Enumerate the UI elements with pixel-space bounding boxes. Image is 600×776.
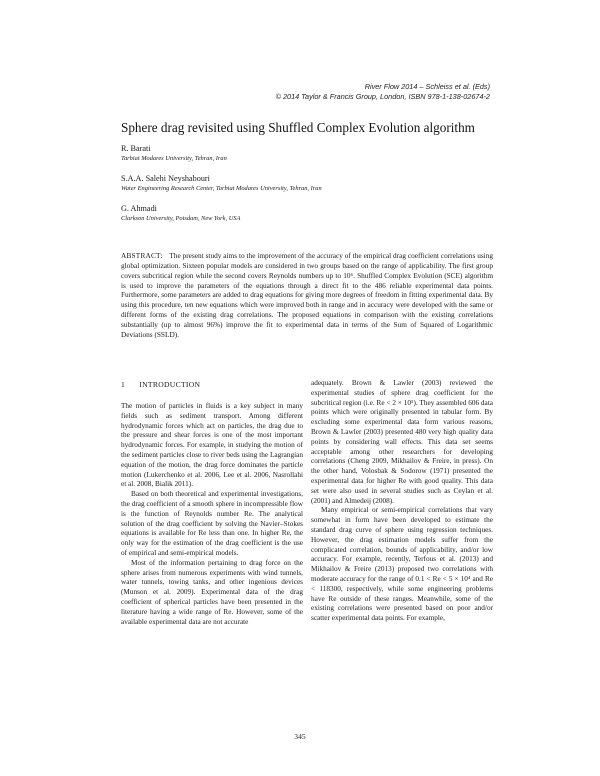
page-number: 345	[294, 732, 306, 741]
author-name: S.A.A. Salehi Neyshabouri	[121, 174, 210, 183]
author-name: G. Ahmadi	[121, 204, 157, 213]
author-block	[121, 143, 501, 163]
left-column	[121, 402, 303, 627]
paragraph: Many empirical or semi-empirical correlations that vary somewhat in form have been developed to estimate the standard drag curve of sphere using regression techniques. However, the drag estimation models suffer from the complicated correlation, bounds of applicability, and/or low accuracy. For example, recently, Terfous et al. (2013) and Mikhailov & Freire (2013) proposed two correlations with moderate accuracy for the range of 0.1 < Re < 5 × 10⁴ and Re < 118300, respectively, while some engineering problems have Re outside of these ranges. Meanwhile, some of the existing correlations were presented based on poor and/or scatter experimental data points. For example,	[311, 506, 493, 623]
section-title: INTRODUCTION	[139, 380, 201, 389]
abstract	[121, 251, 493, 340]
paragraph: adequately. Brown & Lawler (2003) reviewed the experimental studies of sphere drag coefficient for the subcritical region (i.e. Re < 2 × 10⁵). They assembled 606 data points which were originally presented in tabular form. By excluding some experimental data form various reasons, Brown & Lawler (2003) presented 480 very high quality data points by considering wall effects. This data set seems acceptable among other researchers for developing correlations (Cheng 2009, Mikhailov & Freire, in press). On the other hand, Volosbak & Sodorow (1971) presented the experimental data for higher Re with good quality. This data set were also used in several studies such as Ceylan et al. (2001) and Almedeij (2008).	[311, 379, 493, 505]
paragraph: The motion of particles in fluids is a key subject in many fields such as sediment transport. Among different hydrodynamic forces which act on particles, the drag due to the pressure and shear forces is one of the most important hydrodynamic forces. For example, in studying the motion of the sediment particles close to river beds using the Lagrangian equation of the motion, the drag force dominates the particle motion (Lukerchenko et al. 2006, Lee et al. 2006, Nasrollahi et al. 2008, Bialik 2011).	[121, 402, 303, 489]
author-list	[121, 143, 501, 233]
right-column	[311, 379, 493, 624]
author-block	[121, 173, 501, 193]
author-affiliation: Clarkson University, Potsdam, New York, USA	[121, 215, 241, 222]
author-affiliation: Tarbiat Modares University, Tehran, Iran	[121, 155, 227, 162]
header-copyright-line: © 2014 Taylor & Francis Group, London, ISBN 978-1-138-02674-2	[275, 92, 490, 101]
header-proceedings-line: River Flow 2014 – Schleiss et al. (Eds)	[364, 82, 490, 91]
abstract-label: ABSTRACT:	[121, 251, 163, 260]
author-name: R. Barati	[121, 144, 151, 153]
paragraph: Based on both theoretical and experimental investigations, the drag coefficient of a smooth sphere in incompressible flow is the function of Reynolds number Re. The analytical solution of the drag coefficient by solving the Navier–Stokes equations is available for Re less than one. In higher Re, the only way for the estimation of the drag coefficient is the use of empirical and semi-empirical models.	[121, 490, 303, 557]
paper-title: Sphere drag revisited using Shuffled Complex Evolution algorithm	[121, 120, 475, 135]
author-affiliation: Water Engineering Research Center, Tarbiat Modares University, Tehran, Iran	[121, 185, 322, 192]
section-number: 1	[121, 380, 126, 389]
section-heading	[121, 380, 200, 390]
paragraph: Most of the information pertaining to drag force on the sphere arises from numerous experiments with wind tunnels, water tunnels, towing tanks, and other ingenious devices (Munson et al. 2009). Experimental data of the drag coefficient of spherical particles have been presented in the literature having a wide range of Re. However, some of the available experimental data are not accurate	[121, 558, 303, 626]
publication-header	[276, 82, 490, 102]
author-block	[121, 203, 501, 223]
abstract-text: The present study aims to the improvement of the accuracy of the empirical drag coefficient correlations using global optimization. Sixteen popular models are considered in two groups based on the range of applicability. The first group covers subcritical region while the second covers Reynolds numbers up to 10⁶. Shuffled Complex Evolution (SCE) algorithm is used to improve the parameters of the equations through a direct fit to the 486 reliable experimental data points. Furthermore, some parameters are added to drag equations for giving more degrees of freedom in fitting experimental data. By using this procedure, ten new equations which were improved both in range and in accuracy were developed with the same or different forms of the existing drag correlations. The proposed equations in comparison with the existing correlations substantially (up to almost 96%) improve the fit to experimental data in terms of the Sum of Squared of Logarithmic Deviations (SSLD).	[121, 251, 493, 339]
